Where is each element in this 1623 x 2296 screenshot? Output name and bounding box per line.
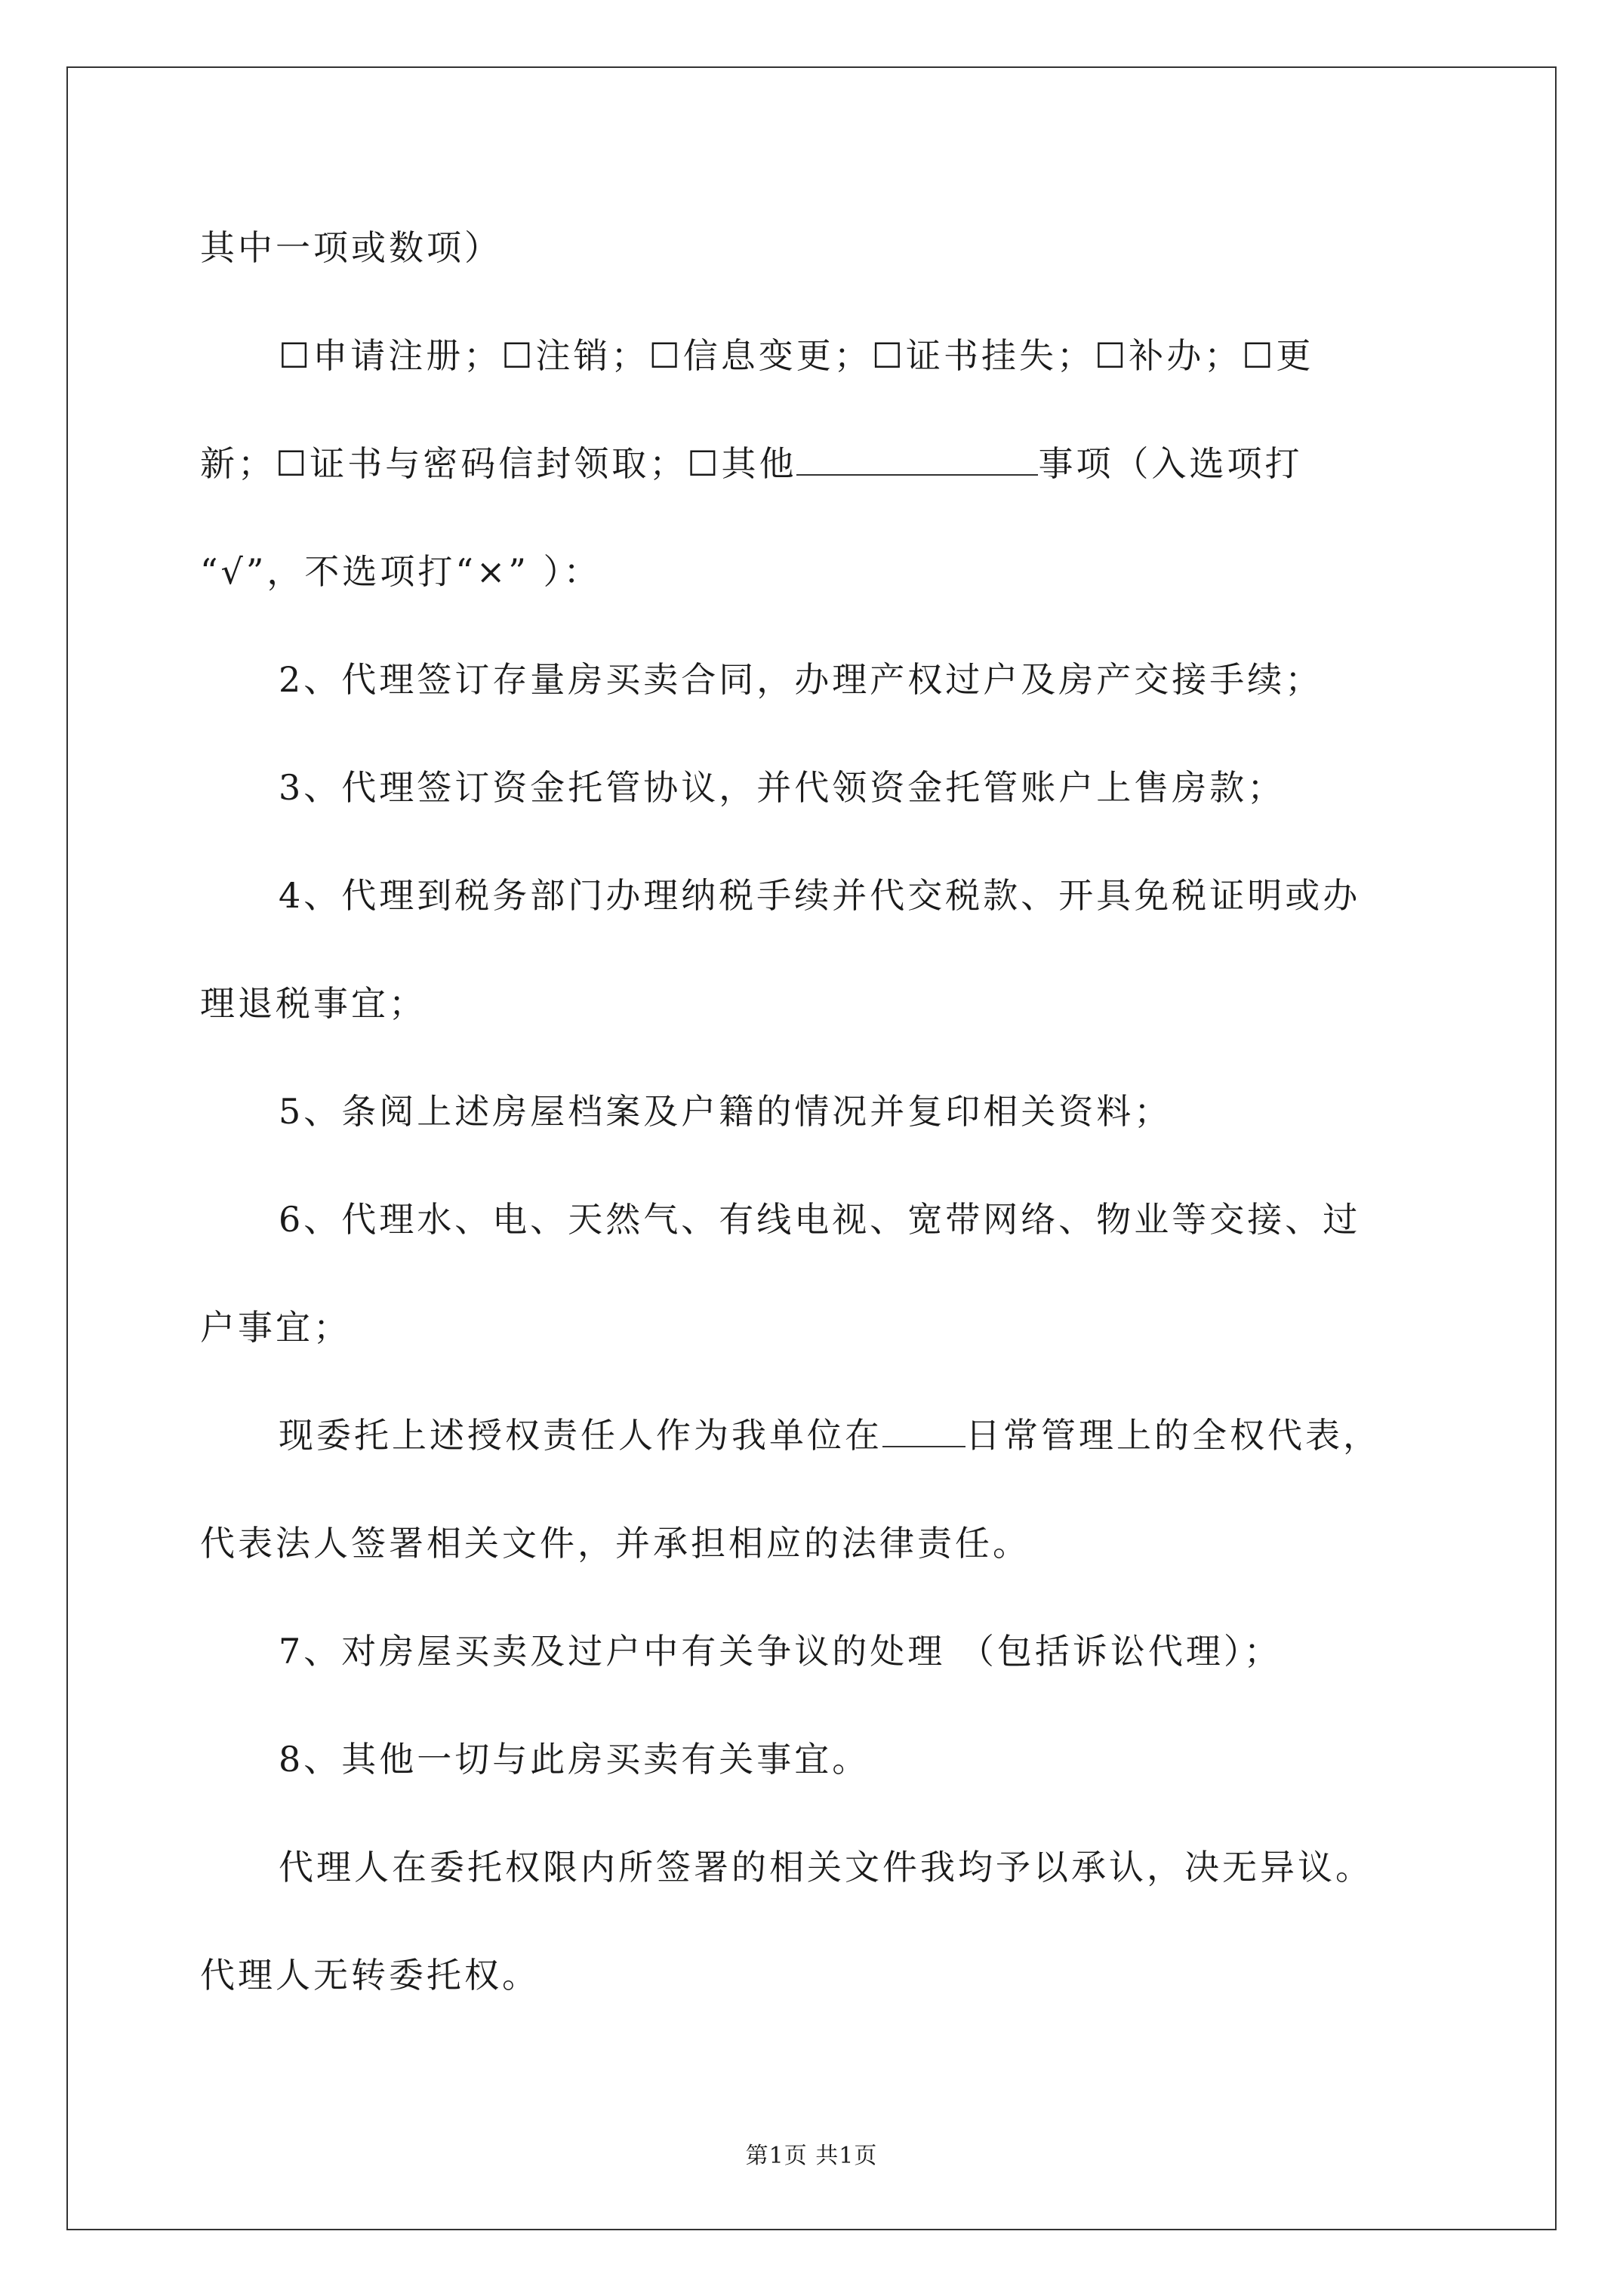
unit-blank-field[interactable] [882, 1416, 965, 1447]
page-footer: 第1页 共1页 [745, 2143, 878, 2169]
clause-3: 3、代理签订资金托管协议，并代领资金托管账户上售房款； [279, 767, 1286, 808]
checkbox-options-line: ☐申请注册；☐注销；☐信息变更；☐证书挂失；☐补办；☐更 [279, 335, 1314, 376]
text-segment: 现委托上述授权责任人作为我单位在 [279, 1415, 882, 1456]
closing-statement-continued: 代理人无转委托权。 [200, 1955, 540, 1996]
text-line: “√”，不选项打“×” ）： [200, 551, 602, 592]
other-blank-field[interactable] [796, 444, 1038, 476]
clause-6-continued: 户事宜； [200, 1307, 351, 1348]
clause-5: 5、条阅上述房屋档案及户籍的情况并复印相关资料； [279, 1091, 1172, 1132]
clause-7: 7、对房屋买卖及过户中有关争议的处理 （包括诉讼代理）； [279, 1631, 1282, 1672]
clause-8: 8、其他一切与此房买卖有关事宜。 [279, 1739, 870, 1780]
clause-4: 4、代理到税务部门办理纳税手续并代交税款、开具免税证明或办 [279, 875, 1361, 916]
page-frame [66, 66, 1557, 2230]
text-segment: 日常管理上的全权代表， [965, 1415, 1381, 1456]
clause-6: 6、代理水、电、天然气、有线电视、宽带网络、物业等交接、过 [279, 1199, 1361, 1240]
authorization-line [200, 1410, 1381, 1460]
checkbox-options-line-2 [200, 439, 1302, 488]
authorization-continued: 代表法人签署相关文件，并承担相应的法律责任。 [200, 1523, 1030, 1564]
text-line: 其中一项或数项） [200, 227, 502, 268]
clause-4-continued: 理退税事宜； [200, 983, 427, 1024]
text-segment: 事项（入选项打 [1038, 443, 1303, 484]
text-segment: 新；☐证书与密码信封领取；☐其他 [200, 443, 797, 484]
closing-statement: 代理人在委托权限内所签署的相关文件我均予以承认，决无异议。 [279, 1847, 1373, 1888]
clause-2: 2、代理签订存量房买卖合同，办理产权过户及房产交接手续； [279, 659, 1323, 700]
